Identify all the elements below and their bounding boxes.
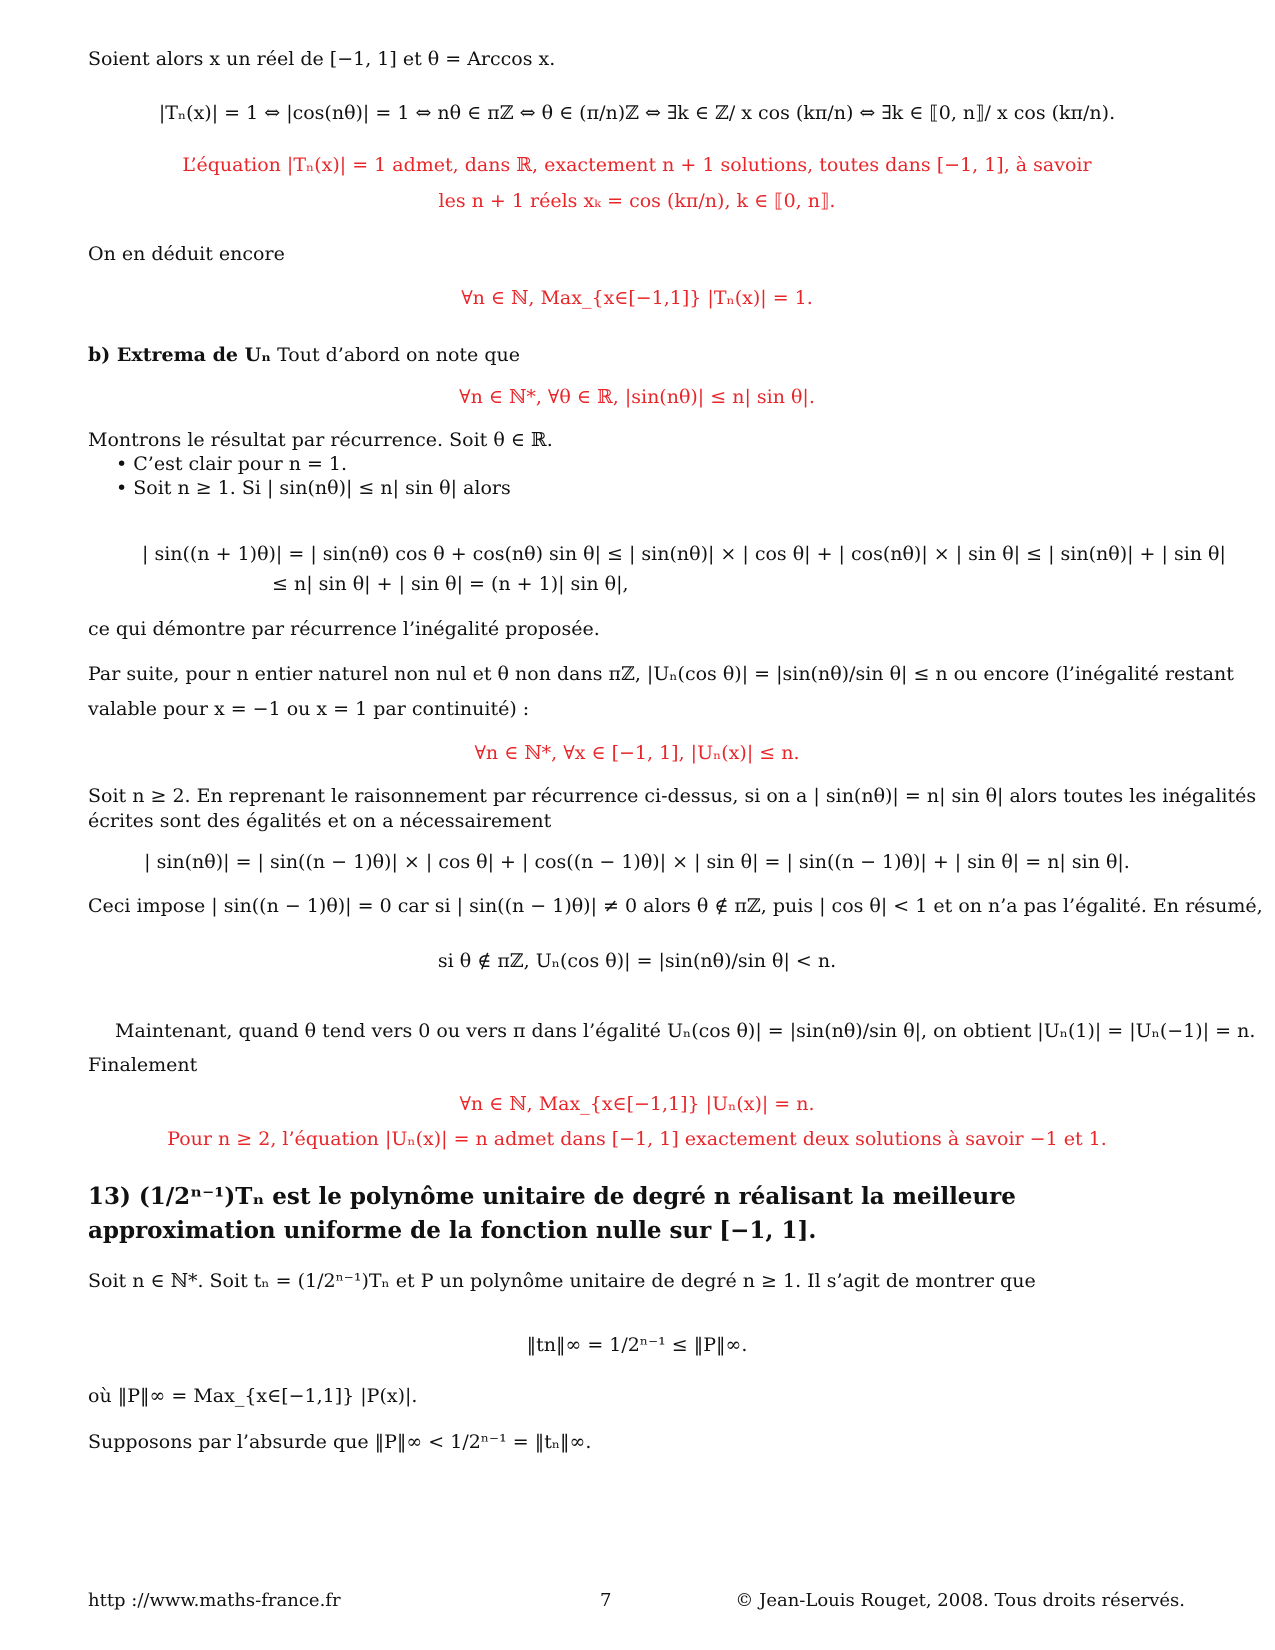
text-line: Par suite, pour n entier naturel non nul et θ non dans πℤ, |Uₙ(cos θ)| = |sin(nθ)/sin θ| ≤ n ou encore (l’inégalité restant <box>88 663 1234 685</box>
equation-strict: si θ ∉ πℤ, Uₙ(cos θ)| = |sin(nθ)/sin θ| < n. <box>437 950 837 972</box>
bullet-item: • Soit n ≥ 1. Si | sin(nθ)| ≤ n| sin θ| alors <box>116 477 511 499</box>
text-line: Soit n ≥ 2. En reprenant le raisonnement par récurrence ci-dessus, si on a | sin(nθ)| = n| sin θ| alors toutes les inégalités <box>88 785 1257 807</box>
result-statement: Pour n ≥ 2, l’équation |Uₙ(x)| = n admet dans [−1, 1] exactement deux solutions à savoir −1 et 1. <box>167 1128 1107 1150</box>
footer-copyright: © Jean-Louis Rouget, 2008. Tous droits réservés. <box>735 1590 1185 1611</box>
equation-induction: | sin((n + 1)θ)| = | sin(nθ) cos θ + cos(nθ) sin θ| ≤ | sin(nθ)| × | cos θ| + | cos(nθ)| × | sin θ| ≤ | sin(nθ)| + | sin θ| <box>142 543 1226 565</box>
text-line: valable pour x = −1 ou x = 1 par continuité) : <box>88 698 530 720</box>
bullet-item: • C’est clair pour n = 1. <box>116 453 348 475</box>
equation-tn-solutions: |Tₙ(x)| = 1 ⇔ |cos(nθ)| = 1 ⇔ nθ ∈ πℤ ⇔ θ ∈ (π/n)ℤ ⇔ ∃k ∈ ℤ/ x cos (kπ/n) ⇔ ∃k ∈ ⟦0, n⟧/ x cos (kπ/n). <box>158 102 1116 124</box>
text-line: Montrons le résultat par récurrence. Soit θ ∈ ℝ. <box>88 429 553 451</box>
text-line: Finalement <box>88 1054 198 1076</box>
equation-equality: | sin(nθ)| = | sin((n − 1)θ)| × | cos θ| + | cos((n − 1)θ)| × | sin θ| = | sin((n − 1)θ)| + | sin θ| = n| sin θ|. <box>144 851 1130 873</box>
equation-induction: ≤ n| sin θ| + | sin θ| = (n + 1)| sin θ|, <box>272 573 629 595</box>
page-number: 7 <box>600 1590 612 1611</box>
text-line: où ‖P‖∞ = Max_{x∈[−1,1]} |P(x)|. <box>88 1385 418 1407</box>
result-statement: les n + 1 réels xₖ = cos (kπ/n), k ∈ ⟦0, n⟧. <box>438 190 836 212</box>
section-heading-13: 13) (1/2ⁿ⁻¹)Tₙ est le polynôme unitaire de degré n réalisant la meilleure approximation uniforme de la fonction nulle sur [−1, 1]. <box>88 1183 1016 1244</box>
result-statement: L’équation |Tₙ(x)| = 1 admet, dans ℝ, exactement n + 1 solutions, toutes dans [−1, 1], à savoir <box>182 154 1092 176</box>
text-line: Supposons par l’absurde que ‖P‖∞ < 1/2ⁿ⁻¹ = ‖tₙ‖∞. <box>88 1431 592 1453</box>
text-line: Soit n ∈ ℕ*. Soit tₙ = (1/2ⁿ⁻¹)Tₙ et P un polynôme unitaire de degré n ≥ 1. Il s’agit de montrer que <box>88 1270 1036 1292</box>
text-line: Soient alors x un réel de [−1, 1] et θ = Arccos x. <box>88 48 556 70</box>
text-line: écrites sont des égalités et on a nécessairement <box>88 810 552 832</box>
text-line: Ceci impose | sin((n − 1)θ)| = 0 car si | sin((n − 1)θ)| ≠ 0 alors θ ∉ πℤ, puis | cos θ| < 1 et on n’a pas l’égalité. En résumé, <box>88 895 1263 917</box>
result-equation: ∀n ∈ ℕ, Max_{x∈[−1,1]} |Uₙ(x)| = n. <box>459 1093 815 1115</box>
result-equation: ∀n ∈ ℕ*, ∀x ∈ [−1, 1], |Uₙ(x)| ≤ n. <box>474 742 800 764</box>
text-line: On en déduit encore <box>88 243 285 265</box>
text-line: Maintenant, quand θ tend vers 0 ou vers π dans l’égalité Uₙ(cos θ)| = |sin(nθ)/sin θ|, on obtient |Uₙ(1)| = |Uₙ(−1)| = n. <box>115 1020 1256 1042</box>
section-title: b) Extrema de Uₙ <box>88 344 272 366</box>
section-intro: Tout d’abord on note que <box>271 344 520 366</box>
equation-norm: ‖tn‖∞ = 1/2ⁿ⁻¹ ≤ ‖P‖∞. <box>526 1334 748 1356</box>
section-heading-b <box>88 342 1186 368</box>
text-line: ce qui démontre par récurrence l’inégalité proposée. <box>88 618 600 640</box>
result-equation: ∀n ∈ ℕ*, ∀θ ∈ ℝ, |sin(nθ)| ≤ n| sin θ|. <box>459 386 815 408</box>
footer-url[interactable]: http ://www.maths-france.fr <box>88 1590 341 1611</box>
result-equation: ∀n ∈ ℕ, Max_{x∈[−1,1]} |Tₙ(x)| = 1. <box>461 287 813 309</box>
